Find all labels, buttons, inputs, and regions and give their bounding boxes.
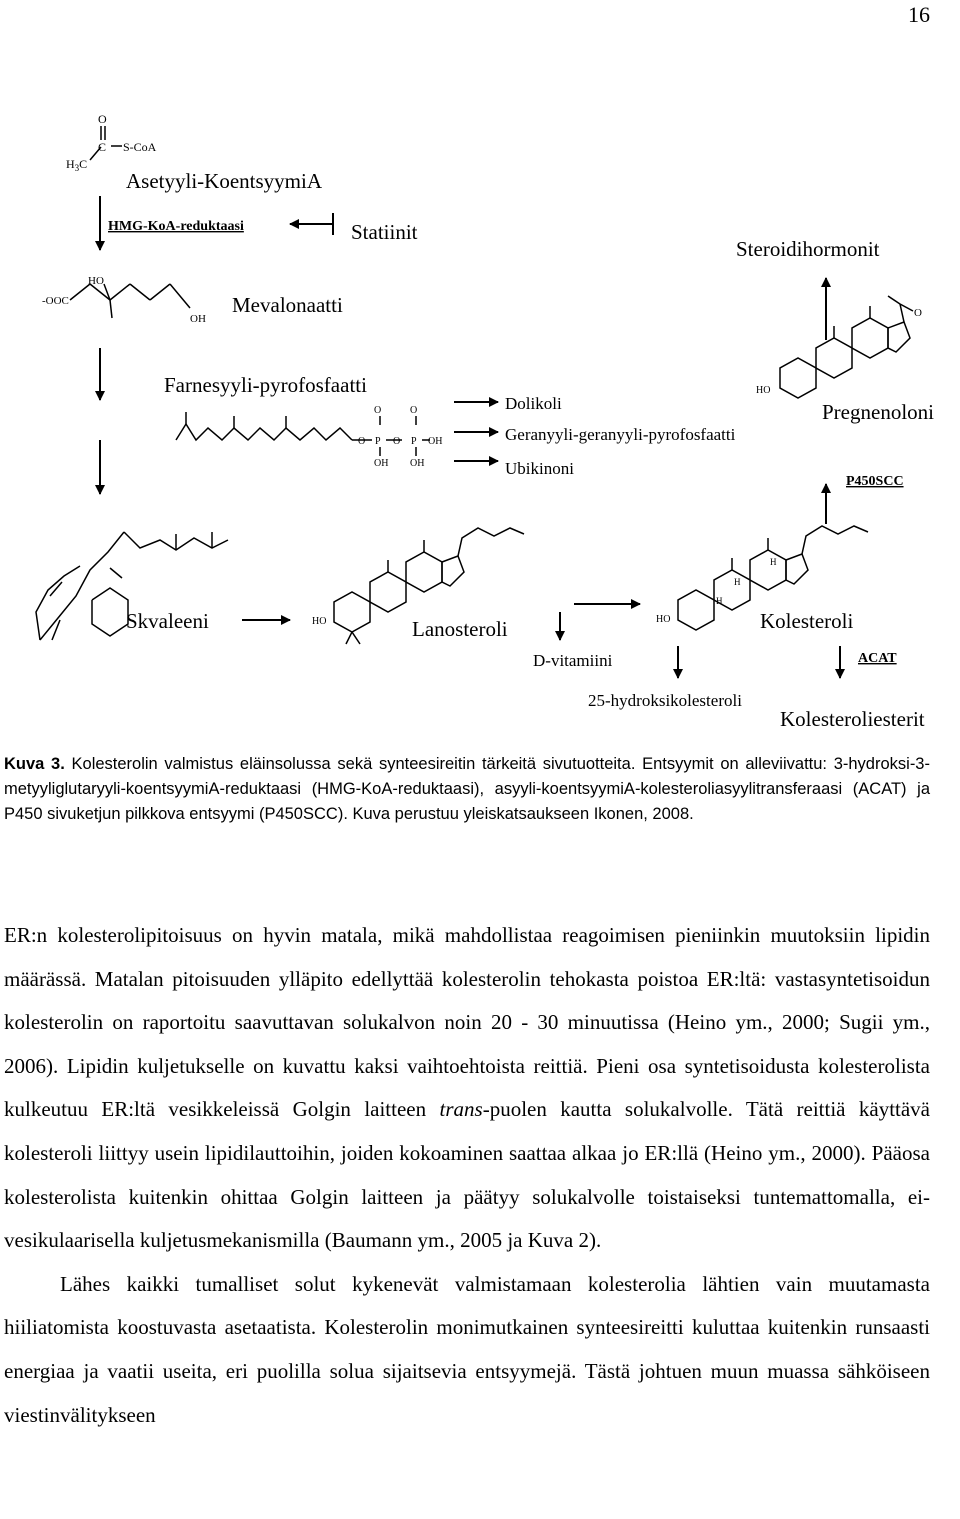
acat-label: ACAT: [858, 651, 897, 666]
p450scc-label: P450SCC: [846, 474, 904, 489]
cholesterol-label: Kolesteroli: [760, 609, 854, 633]
hydroxycholesterol-label: 25-hydroksikolesteroli: [588, 691, 742, 710]
pregnenolone-ho-label: HO: [756, 385, 771, 396]
lanosterol-label: Lanosteroli: [412, 617, 508, 641]
paragraph-1-part-1: ER:n kolesterolipitoisuus on hyvin matala, mikä mahdollistaa reagoimisen pieniinkin muutoksiin lipidin määrässä. Matalan pitoisuuden ylläpito edellyttää kolesterolin tehokasta poistoa ER:ltä: vastasyntetisoidun kolesterolin on raportoitu saavuttavan solukalvon noin 20 - 30 minuutissa (Heino ym., 2000; Sugii ym., 2006). Lipidin kuljetukselle on kuvattu kaksi vaihtoehtoista reittiä. Pieni osa syntetisoidusta kolesterolista kulkeutuu ER:ltä vesikkeleissä Golgin laitteen: [4, 923, 930, 1122]
phosphate-oh-3: OH: [410, 458, 425, 469]
cholesterol-h-label-1: H: [734, 577, 741, 587]
mevalonate-structure: [70, 284, 190, 318]
farnesyl-pp-structure: [176, 412, 430, 456]
mevalonate-oh-label: OH: [190, 313, 206, 325]
dolichol-label: Dolikoli: [505, 394, 562, 413]
phosphate-o-2: O: [410, 405, 418, 416]
pregnenolone-structure: [780, 296, 913, 398]
steroid-hormones-label: Steroidihormonit: [736, 237, 880, 261]
paragraph-1: [4, 914, 930, 1263]
vitamin-d-label: D-vitamiini: [533, 651, 613, 670]
hmg-coa-reductase-label: HMG-KoA-reduktaasi: [108, 219, 244, 234]
paragraph-1-part-2: -puolen kautta solukalvolle. Tätä reittiä käyttävä kolesteroli liittyy usein lipidilauttoihin, joiden kokoaminen saattaa alkaa jo ER:llä (Heino ym., 2000). Pääosa kolesterolista kuitenkin ohittaa Golgin laitteen ja päätyy solukalvolle toistaiseksi tuntemattomalla, ei-vesikulaarisella kuljetusmekanismilla (Baumann ym., 2005 ja Kuva 2).: [4, 1097, 931, 1253]
acetyl-coa-label: Asetyyli-KoentsyymiA: [126, 169, 322, 193]
cholesterol-synthesis-figure: [0, 0, 960, 740]
figure-caption: [4, 752, 930, 827]
squalene-label: Skvaleeni: [126, 609, 209, 633]
page-number: 16: [908, 2, 930, 27]
phosphate-p-1: P: [375, 436, 381, 447]
lanosterol-ho-label: HO: [312, 616, 327, 627]
paragraph-1-italic: trans: [439, 1097, 483, 1122]
caption-label: Kuva 3.: [4, 755, 65, 773]
mevalonate-ooc-label: -OOC: [42, 295, 69, 307]
mevalonate-ho-label: HO: [88, 275, 104, 287]
farnesyl-pp-label: Farnesyyli-pyrofosfaatti: [164, 373, 367, 397]
paragraph-2: Lähes kaikki tumalliset solut kykenevät valmistamaan kolesterolia lähtien vain muutamasta hiiliatomista koostuvasta asetaatista. Kolesterolin monimutkainen synteesireitti kuluttaa kuitenkin runsaasti energiaa ja vaatii useita, eri puolilla solua sijaitsevia entsyymejä. Tästä johtuen muun muassa sähköiseen viestinvälitykseen: [4, 1271, 930, 1427]
pregnenolone-label: Pregnenoloni: [822, 400, 934, 424]
ubiquinone-label: Ubikinoni: [505, 459, 574, 478]
phosphate-o-3: O: [358, 436, 366, 447]
phosphate-o-4: O: [393, 436, 401, 447]
statin-inhibition-icon: [290, 213, 333, 235]
acetyl-h3c-label: $H_3C$: [66, 157, 88, 173]
acetyl-scoa-label: S-CoA: [123, 140, 157, 154]
statins-label: Statiinit: [351, 220, 418, 244]
cholesterol-h-label-2: H: [716, 596, 723, 606]
acetyl-c-label: C: [98, 140, 107, 154]
ggpp-label: Geranyyli-geranyyli-pyrofosfaatti: [505, 425, 736, 444]
cholesterol-ho-label: HO: [656, 614, 671, 625]
phosphate-oh-2: OH: [374, 458, 389, 469]
pregnenolone-o-label: O: [914, 307, 922, 319]
phosphate-oh-1: OH: [428, 436, 443, 447]
cholesteryl-esters-label: Kolesteroliesterit: [780, 707, 925, 731]
body-text: [4, 914, 930, 1437]
cholesterol-h-label-3: H: [770, 557, 777, 567]
mevalonate-label: Mevalonaatti: [232, 293, 343, 317]
phosphate-o-1: O: [374, 405, 382, 416]
acetyl-o-label: O: [98, 112, 107, 126]
caption-text: Kolesterolin valmistus eläinsolussa sekä synteesireitin tärkeitä sivutuotteita. Entsyymit on alleviivattu: 3-hydroksi-3-metyyliglutaryyli-koentsyymiA-reduktaasi (HMG-KoA-reduktaasi), asyyli-koentsyymiA-kolesteroliasyylitransferaasi (ACAT) ja P450 sivuketjun pilkkova entsyymi (P450SCC). Kuva perustuu yleiskatsaukseen Ikonen, 2008.: [4, 755, 930, 823]
phosphate-p-2: P: [411, 436, 417, 447]
